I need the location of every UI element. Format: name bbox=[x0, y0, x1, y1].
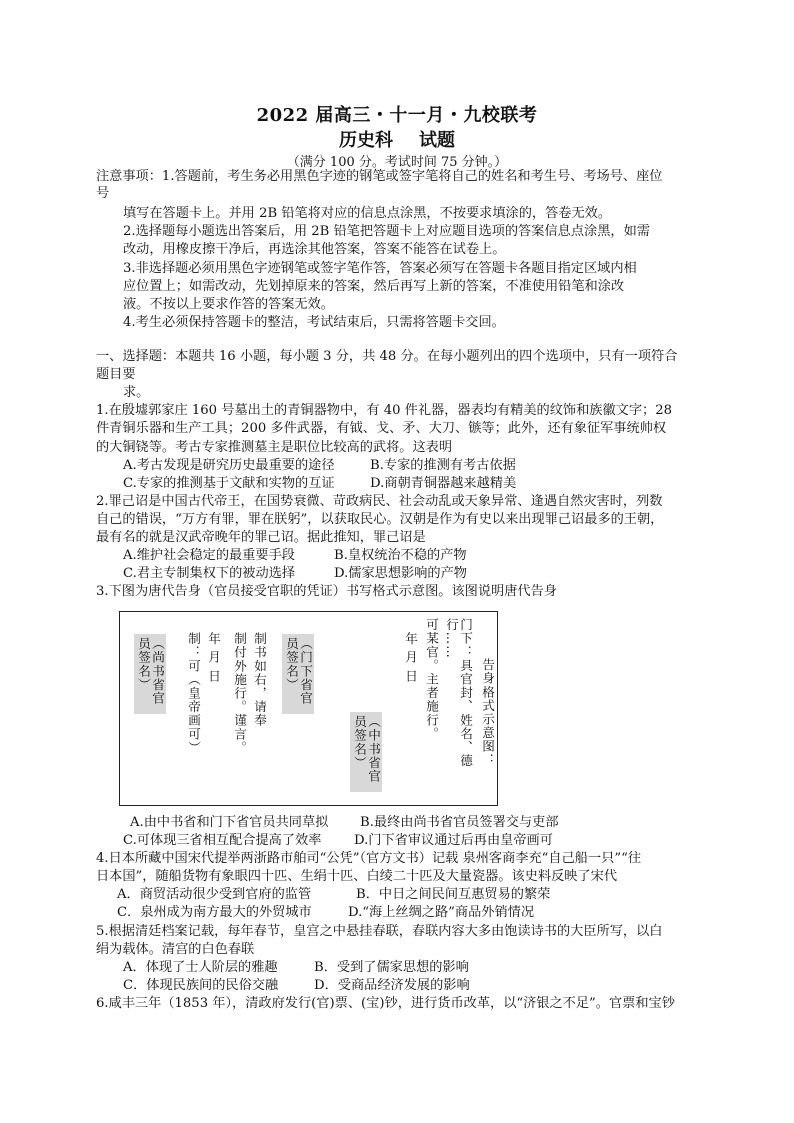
notice-line: 填写在答题卡上。并用 2B 铅笔将对应的信息点涂黑，不按要求填涂的，答卷无效。 bbox=[123, 206, 612, 221]
notice-line: 注意事项：1.答题前，考生务必用黑色字迹的钢笔或签字笔将自己的姓名和考生号、考场号、座位 bbox=[96, 169, 663, 184]
option-d: D.“海上丝绸之路”商品外销情况 bbox=[348, 905, 535, 920]
option-a: A.考古发现是研究历史最重要的途径 bbox=[123, 458, 335, 473]
notice-line: 2.选择题每小题选出答案后，用 2B 铅笔把答题卡上对应题目选项的答案信息点涂黑，如需 bbox=[123, 224, 650, 239]
question-2-stem: 最有名的就是汉武帝晚年的罪己诏。据此推知，罪己诏是 bbox=[96, 530, 426, 545]
question-1-stem: 1.在殷墟郭家庄 160 号墓出土的青铜器物中，有 40 件礼器，器表均有精美的纹饰和族徽文字；28 bbox=[96, 403, 673, 418]
option-a: A.由中书省和门下省官员共同草拟 bbox=[130, 815, 329, 830]
question-2-stem: 2.罪己诏是中国古代帝王，在国势衰微、苛政病民、社会动乱或天象异常、逢遇自然灾害时，列数 bbox=[96, 494, 663, 509]
diagram-text-column: 制付外施行。谨言。 bbox=[232, 632, 247, 755]
notice-line: 3.非选择题必须用黑色字迹钢笔或签字笔作答，答案必须写在答题卡各题目指定区域内相 bbox=[123, 261, 637, 276]
question-5-stem: 5.根据清廷档案记载，每年春节，皇宫之中悬挂春联，春联内容大多由饱读诗书的大臣所写，以白 bbox=[96, 924, 663, 939]
option-d: D．受商品经济发展的影响 bbox=[314, 978, 470, 993]
exam-title: 2022 届高三・十一月・九校联考 bbox=[256, 105, 538, 126]
section-heading: 题目要 bbox=[96, 367, 136, 382]
diagram-text-column: 年 月 日 bbox=[206, 632, 221, 683]
option-c: C.君主专制集权下的被动选择 bbox=[123, 566, 296, 581]
option-a: A．商贸活动很少受到官府的监管 bbox=[117, 887, 312, 902]
notice-line: 液。不按以上要求作答的答案无效。 bbox=[123, 297, 334, 312]
question-1-stem: 件青铜乐器和生产工具；200 多件武器，有钺、戈、矛、大刀、镞等；此外，还有象征军事统帅权 bbox=[96, 421, 667, 436]
diagram-text-column: 制：可（皇帝画可） bbox=[186, 632, 201, 755]
option-b: B.皇权统治不稳的产物 bbox=[334, 548, 467, 563]
exam-subtitle bbox=[0, 126, 794, 152]
question-6-stem: 6.咸丰三年（1853 年），清政府发行(官)票、(宝)钞，进行货币改革，以“济银之不足”。官票和宝钞 bbox=[96, 996, 675, 1011]
option-c: C．泉州成为南方最大的外贸城市 bbox=[117, 905, 312, 920]
option-d: D.商朝青铜器越来越精美 bbox=[370, 476, 517, 491]
option-c: C.专家的推测基于文献和实物的互证 bbox=[123, 476, 335, 491]
diagram-text-column: 制书如右，请奉 bbox=[252, 632, 267, 728]
diagram-text-column: 年 月 日 bbox=[403, 632, 418, 683]
notice-line: 应位置上；如需改动，先划掉原来的答案，然后再写上新的答案，不准使用铅笔和涂改 bbox=[123, 279, 625, 294]
diagram-text-column: 可某官。主者施行。 bbox=[424, 618, 439, 741]
diagram-label: 告身格式示意图： bbox=[480, 658, 495, 767]
option-b: B.最终由尚书省官员签署交与吏部 bbox=[360, 815, 559, 830]
subject-name: 历史科 bbox=[339, 130, 393, 151]
paper-name: 试题 bbox=[419, 130, 455, 151]
option-a: A．体现了士人阶层的雅趣 bbox=[123, 960, 278, 975]
question-3-stem: 3.下图为唐代告身（官员接受官职的凭证）书写格式示意图。该图说明唐代告身 bbox=[96, 584, 557, 599]
shangshu-signature-box: （尚书省官员签名） bbox=[134, 634, 166, 714]
option-c: C.可体现三省相互配合提高了效率 bbox=[123, 833, 322, 848]
notice-line: 4.考生必须保持答题卡的整洁，考试结束后，只需将答题卡交回。 bbox=[123, 315, 505, 330]
option-c: C．体现民族间的民俗交融 bbox=[123, 978, 279, 993]
section-heading: 一、选择题：本题共 16 小题，每小题 3 分，共 48 分。在每小题列出的四个选项中，只有一项符合 bbox=[96, 349, 678, 364]
question-5-stem: 绢为载体。清宫的白色春联 bbox=[96, 942, 255, 957]
option-d: D.门下省审议通过后再由皇帝画可 bbox=[354, 833, 553, 848]
question-4-stem: 4.日本所藏中国宋代提举两浙路市舶司“公凭”（官方文书）记载 泉州客商李充“自己船一只”“往 bbox=[96, 851, 642, 866]
diagram-text-column: 门下：具官封、姓名、德行…… bbox=[444, 618, 473, 768]
notice-line: 改动，用橡皮擦干净后，再选涂其他答案，答案不能答在试卷上。 bbox=[123, 242, 506, 257]
option-b: B．中日之间民间互惠贸易的繁荣 bbox=[356, 887, 551, 902]
section-heading: 求。 bbox=[123, 385, 150, 400]
notice-line: 号 bbox=[96, 186, 110, 201]
zhongshu-signature-box: （中书省官员签名） bbox=[350, 712, 382, 792]
question-1-stem: 的大铜铙等。考古专家推测墓主是职位比较高的武将。这表明 bbox=[96, 440, 453, 455]
option-a: A.维护社会稳定的最重要手段 bbox=[123, 548, 295, 563]
option-b: B.专家的推测有考古依据 bbox=[370, 458, 516, 473]
score-time-line: （满分 100 分。考试时间 75 分钟。） bbox=[286, 155, 508, 170]
gaoshen-format-diagram bbox=[119, 611, 498, 806]
menxia-signature-box: （门下省官员签名） bbox=[282, 634, 314, 714]
option-b: B．受到了儒家思想的影响 bbox=[314, 960, 469, 975]
question-4-stem: 日本国”，随船货物有象眼四十匹、生绢十匹、白绫二十匹及大量瓷器。该史料反映了宋代 bbox=[96, 869, 618, 884]
option-d: D.儒家思想影响的产物 bbox=[334, 566, 467, 581]
question-2-stem: 自己的错误，“万方有罪，罪在朕躬”，以获取民心。汉朝是作为有史以来出现罪己诏最多的王朝， bbox=[96, 512, 664, 527]
